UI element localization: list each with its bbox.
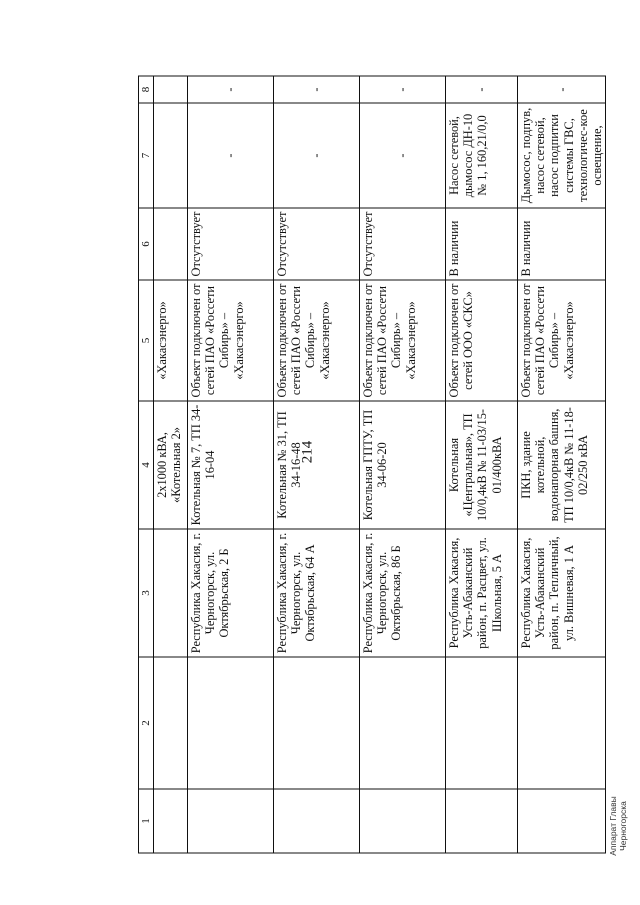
cell-connection: Объект подключен от сетей ООО «СКС»: [446, 280, 518, 401]
cell-object: ПКН, здание котельной, водонапорная башня, ТП 10/0,4кВ № 11-18-02/250 кВА: [518, 401, 606, 529]
cell-col2: [518, 657, 606, 789]
header-col8: 8: [139, 76, 154, 103]
cell-col2: [446, 657, 518, 789]
header-col6: 6: [139, 208, 154, 280]
table-row: [360, 76, 446, 853]
cell-col1: [188, 789, 274, 853]
cell-col8-value: -: [518, 76, 606, 103]
cell-col8-value: -: [188, 76, 274, 103]
cell-col8-value: -: [274, 76, 360, 103]
side-stamp: [608, 796, 628, 856]
cell-equipment: -: [360, 103, 446, 208]
side-stamp-line1: Аппарат Главы: [608, 796, 618, 856]
cell-col2: [360, 657, 446, 789]
cell-col2: [188, 657, 274, 789]
cell-col8-value: -: [446, 76, 518, 103]
cell-address: Республика Хакасия, г. Черногорск, ул. Октябрьская, 2 Б: [188, 529, 274, 657]
cell-object: Котельная № 31, ТП 34-16-48: [274, 401, 360, 529]
cell-availability: Отсутствует: [360, 208, 446, 280]
cell-equipment: Дымосос, подпув, насос сетевой, насос подпитки системы ГВС, технологичес-кое освещение,: [518, 103, 606, 208]
header-col2: 2: [139, 657, 154, 789]
header-row: [139, 76, 154, 853]
header-col3: 3: [139, 529, 154, 657]
cell-equipment: -: [188, 103, 274, 208]
cell-address: Республика Хакасия, Усть-Абаканский район, п. Тепличный, ул. Вишневая, 1 А: [518, 529, 606, 657]
cell-col8-value: -: [360, 76, 446, 103]
document-table-wrapper: [138, 77, 605, 854]
table-row: [518, 76, 606, 853]
cell-availability: Отсутствует: [188, 208, 274, 280]
cell-col7: [154, 103, 188, 208]
cell-col3: [154, 529, 188, 657]
cell-object: Котельная ГПТУ, ТП 34-06-20: [360, 401, 446, 529]
cell-col1: [154, 789, 188, 853]
cell-availability: В наличии: [518, 208, 606, 280]
cell-object: Котельная № 7, ТП 34-16-04: [188, 401, 274, 529]
cell-col2: [154, 657, 188, 789]
cell-col6: [154, 208, 188, 280]
page-number: 214: [299, 440, 316, 464]
cell-col1: [360, 789, 446, 853]
table-row: [446, 76, 518, 853]
cell-col4: 2х1000 кВА, «Котельная 2»: [154, 401, 188, 529]
cell-connection: Объект подключен от сетей ПАО «Россети Сибирь» – «Хакасэнерго»: [274, 280, 360, 401]
cell-col1: [446, 789, 518, 853]
cell-address: Республика Хакасия, г. Черногорск, ул. Октябрьская, 86 Б: [360, 529, 446, 657]
cell-object: Котельная «Центральная», ТП 10/0,4кВ № 11-03/15-01/400кВА: [446, 401, 518, 529]
cell-col1: [518, 789, 606, 853]
header-col5: 5: [139, 280, 154, 401]
header-col7: 7: [139, 103, 154, 208]
cell-col5: «Хакасэнерго»: [154, 280, 188, 401]
cell-availability: В наличии: [446, 208, 518, 280]
side-stamp-line2: Черногорска: [618, 801, 628, 851]
cell-connection: Объект подключен от сетей ПАО «Россети Сибирь» – «Хакасэнерго»: [360, 280, 446, 401]
continuation-row: [154, 76, 188, 853]
cell-availability: Отсутствует: [274, 208, 360, 280]
document-table: [138, 76, 606, 854]
cell-equipment: Насос сетевой, дымосос ДН-10 № 1, 160,21/0,0: [446, 103, 518, 208]
cell-connection: Объект подключен от сетей ПАО «Россети Сибирь» – «Хакасэнерго»: [518, 280, 606, 401]
cell-col1: [274, 789, 360, 853]
header-col1: 1: [139, 789, 154, 853]
table-row: [274, 76, 360, 853]
cell-address: Республика Хакасия, г. Черногорск, ул. Октябрьская, 64 А: [274, 529, 360, 657]
cell-address: Республика Хакасия, Усть-Абаканский район, п. Расцвет, ул. Школьная, 5 А: [446, 529, 518, 657]
header-col4: 4: [139, 401, 154, 529]
table-row: [188, 76, 274, 853]
cell-col8: [154, 76, 188, 103]
cell-connection: Объект подключен от сетей ПАО «Россети Сибирь» – «Хакасэнерго»: [188, 280, 274, 401]
cell-col2: [274, 657, 360, 789]
cell-equipment: -: [274, 103, 360, 208]
